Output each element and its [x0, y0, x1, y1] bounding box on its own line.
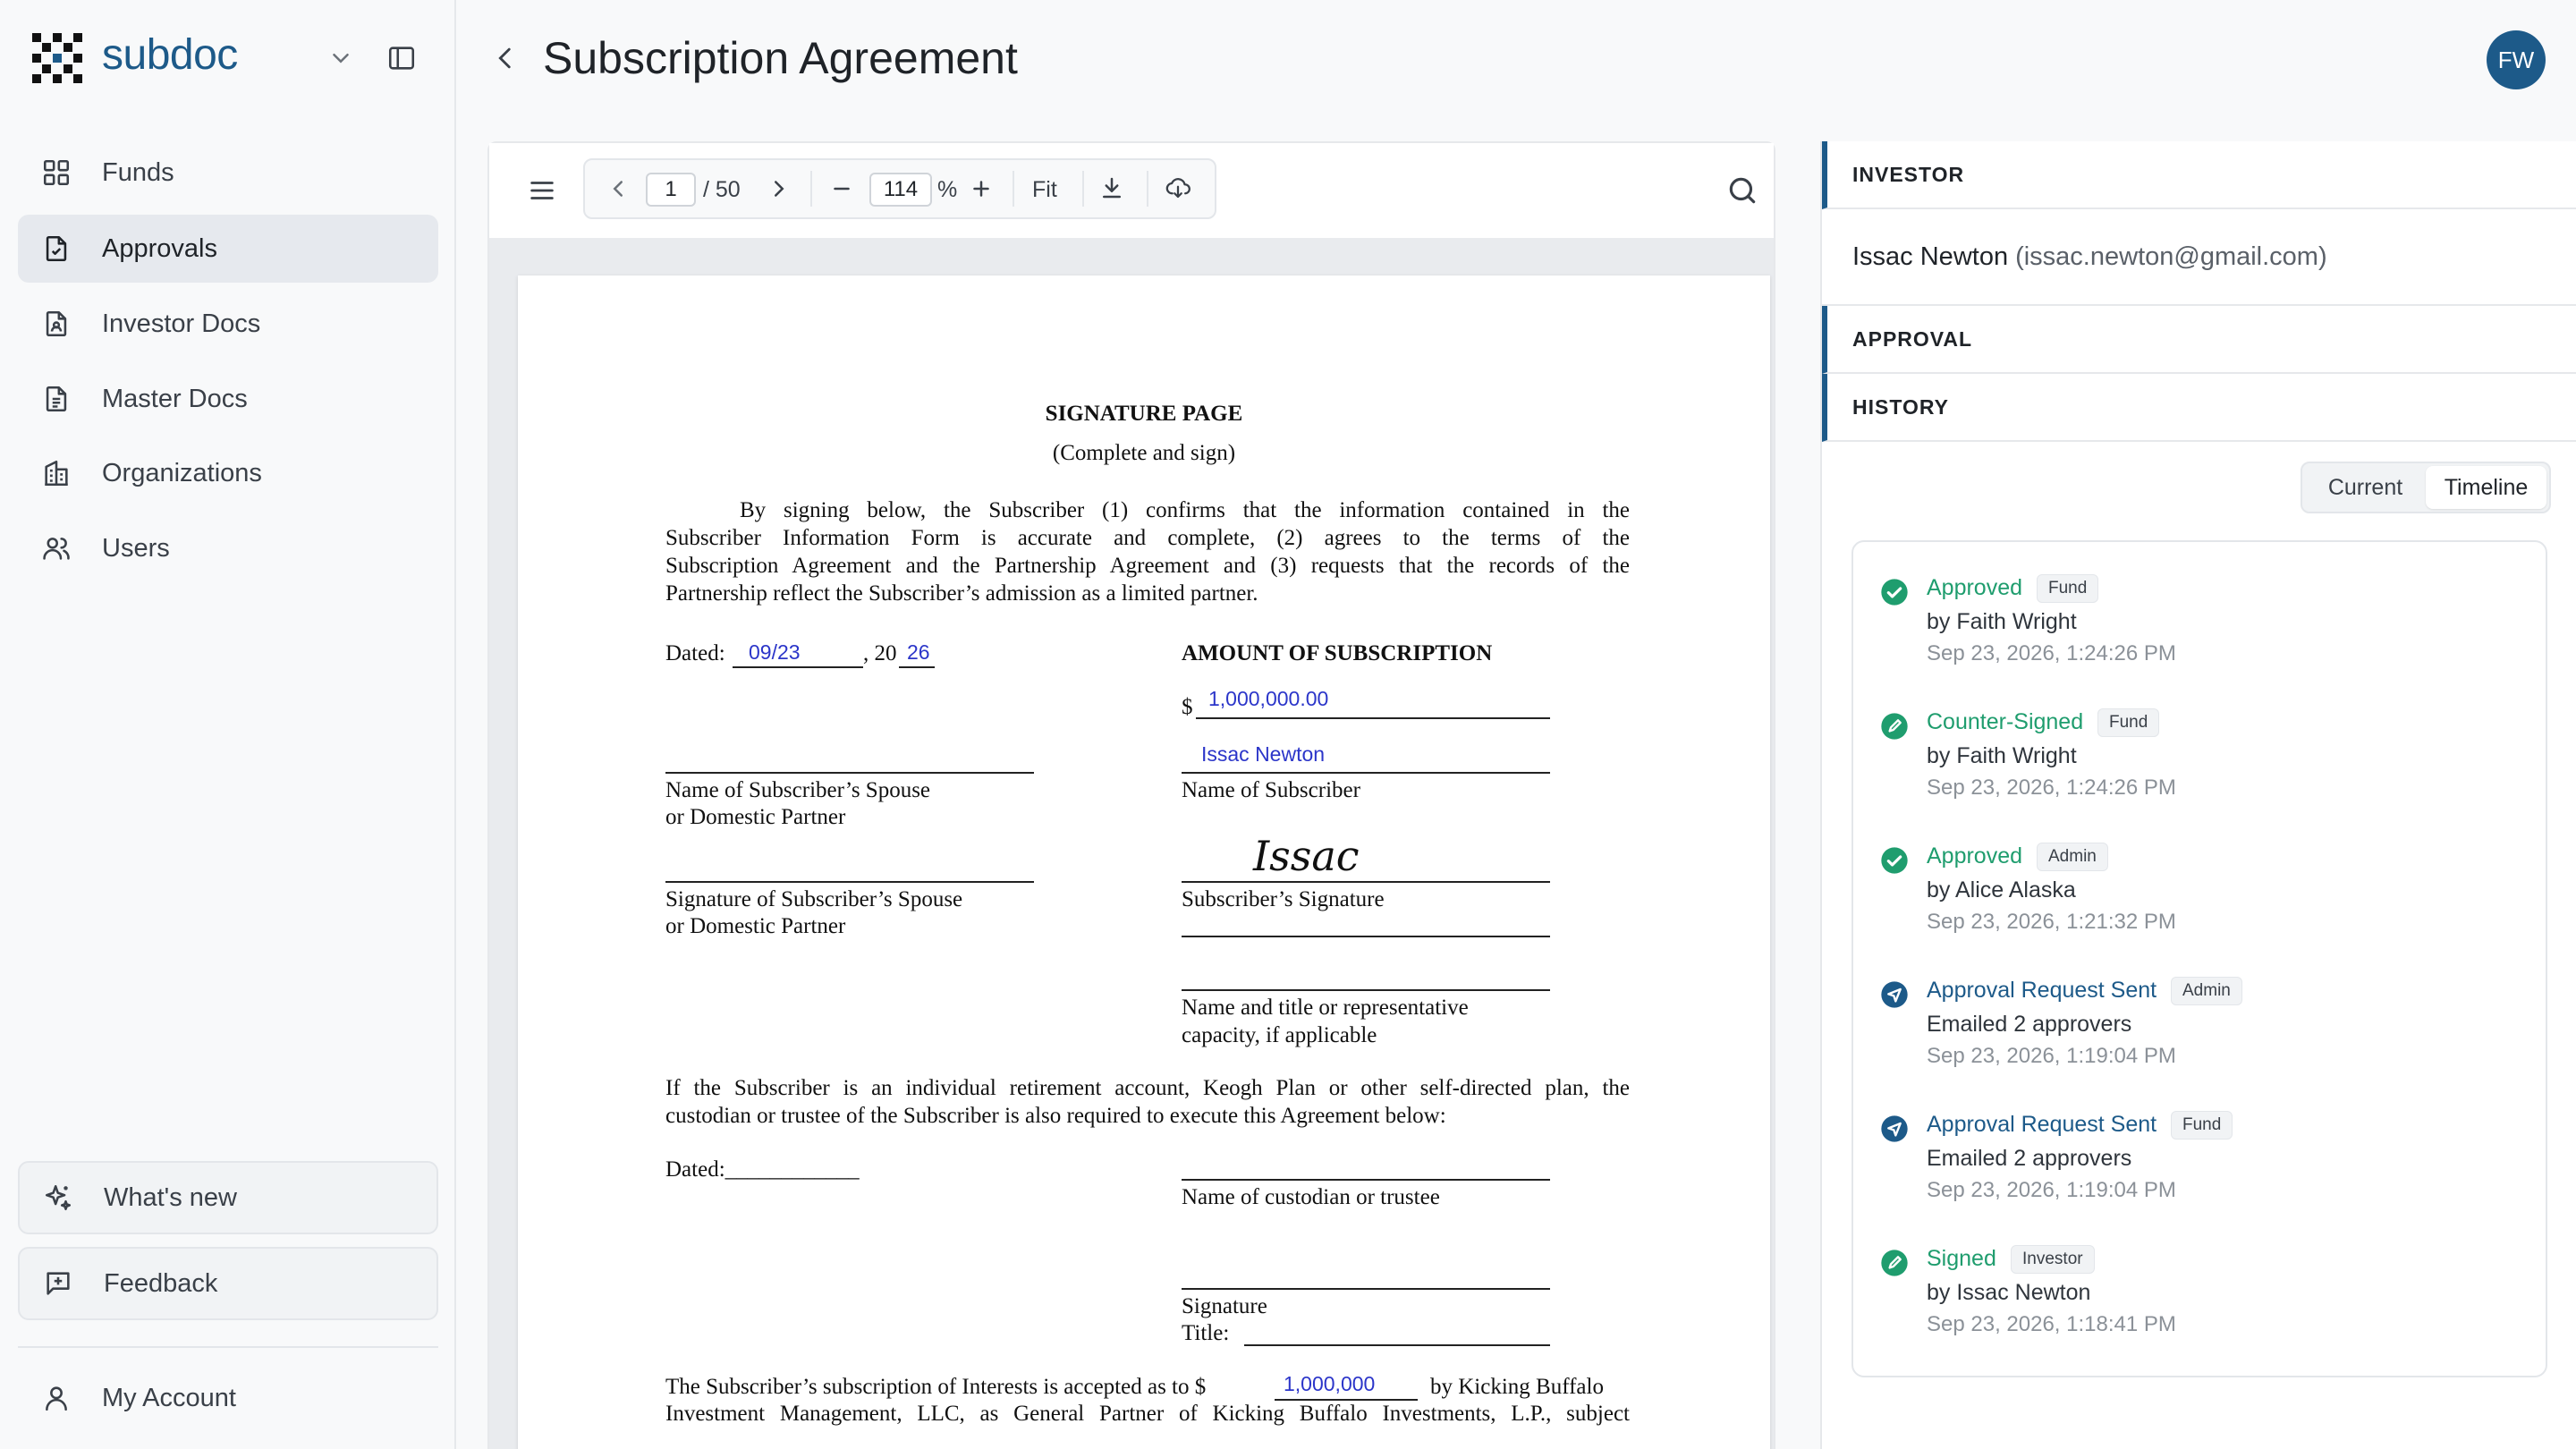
timeline-event-title: Approved: [1927, 843, 2023, 869]
doc-intro-line: Subscription Agreement and the Partnership Agreement and (3) requests that the records of the: [665, 554, 1630, 578]
tab-timeline[interactable]: Timeline: [2426, 466, 2546, 509]
menu-icon[interactable]: [527, 175, 557, 206]
timeline-event-date: Sep 23, 2026, 1:24:26 PM: [1927, 775, 2176, 800]
spouse-name-label: Name of Subscriber’s Spouse: [665, 778, 931, 802]
investor-info: [1822, 209, 2576, 306]
history-section-header[interactable]: HISTORY: [1822, 374, 2576, 442]
timeline-role-badge: Fund: [2171, 1111, 2233, 1140]
page-total: / 50: [703, 177, 741, 202]
sidebar-item-label: Master Docs: [102, 384, 248, 413]
timeline-event-title: Approved: [1927, 575, 2023, 600]
amount-value: 1,000,000.00: [1208, 687, 1329, 710]
file-check-icon: [41, 233, 72, 264]
amount-line: [1196, 717, 1550, 719]
user-icon: [41, 1383, 72, 1413]
document-viewer: [487, 141, 1775, 1449]
my-account-label: My Account: [102, 1383, 236, 1412]
zoom-unit: %: [937, 177, 958, 202]
timeline-card: [1852, 540, 2547, 1377]
viewer-toolbar: [489, 143, 1774, 238]
timeline-role-badge: Admin: [2171, 977, 2242, 1005]
prev-page-icon[interactable]: [605, 175, 631, 202]
timeline-item: [1880, 1243, 2524, 1377]
timeline-role-badge: Investor: [2011, 1245, 2095, 1274]
feedback-label: Feedback: [104, 1268, 218, 1298]
timeline-item: [1880, 841, 2524, 975]
custodian-label: Name of custodian or trustee: [1182, 1185, 1440, 1209]
file-text-icon: [41, 384, 72, 414]
sidebar-item-funds[interactable]: [18, 139, 438, 207]
send-icon: [1880, 1114, 1909, 1143]
timeline-event-date: Sep 23, 2026, 1:18:41 PM: [1927, 1312, 2176, 1336]
tab-current[interactable]: Current: [2327, 474, 2403, 500]
subscriber-name-line: [1182, 772, 1550, 774]
doc-intro-line: By signing below, the Subscriber (1) confirms that the information contained in the: [740, 498, 1630, 522]
grid-icon: [41, 157, 72, 188]
accept-line: Investment Management, LLC, as General Partner of Kicking Buffalo Investments, L.P., subject: [665, 1402, 1630, 1426]
accept-prefix: The Subscriber’s subscription of Interests is accepted as to $: [665, 1375, 1207, 1399]
accept-amount: 1,000,000: [1284, 1372, 1376, 1395]
timeline-event-date: Sep 23, 2026, 1:19:04 PM: [1927, 1178, 2176, 1202]
my-account-button[interactable]: [18, 1364, 438, 1432]
subdoc-logo-icon: [32, 33, 82, 83]
back-chevron-icon[interactable]: [490, 43, 521, 73]
sidebar-toggle-icon[interactable]: [386, 43, 417, 73]
building-icon: [41, 458, 72, 488]
sidebar-item-label: Funds: [102, 157, 174, 187]
sidebar-item-label: Users: [102, 533, 170, 563]
signature-line: [1182, 936, 1550, 937]
doc-intro-line: Partnership reflect the Subscriber’s admission as a limited partner.: [665, 581, 1258, 606]
details-panel: [1820, 141, 2576, 1449]
custodian-signature-line: [1182, 1288, 1550, 1290]
chevron-down-icon[interactable]: [327, 45, 354, 72]
sidebar-item-label: Approvals: [102, 233, 217, 263]
representative-label: capacity, if applicable: [1182, 1023, 1377, 1047]
timeline-event-detail: by Alice Alaska: [1927, 877, 2076, 902]
whats-new-button[interactable]: [18, 1161, 438, 1234]
timeline-event-detail: Emailed 2 approvers: [1927, 1012, 2132, 1037]
toolbar-divider: [1013, 171, 1014, 207]
title-label: Title:: [1182, 1321, 1230, 1345]
investor-email: (issac.newton@gmail.com): [2015, 242, 2327, 271]
sidebar-divider: [18, 1346, 438, 1348]
spouse-signature-label: or Domestic Partner: [665, 914, 846, 938]
toolbar-divider: [1147, 171, 1148, 207]
ira-line: custodian or trustee of the Subscriber is also required to execute this Agreement below:: [665, 1104, 1446, 1128]
representative-line: [1182, 989, 1550, 991]
subscriber-name-label: Name of Subscriber: [1182, 778, 1360, 802]
doc-intro-line: Subscriber Information Form is accurate and complete, (2) agrees to the terms of the: [665, 526, 1630, 550]
representative-label: Name and title or representative: [1182, 996, 1469, 1020]
signed-icon: [1880, 712, 1909, 741]
timeline-item: [1880, 707, 2524, 841]
timeline-event-title: Approval Request Sent: [1927, 978, 2157, 1003]
document-page: [518, 275, 1770, 1449]
page-number-input[interactable]: [646, 173, 696, 207]
sidebar-item-label: Organizations: [102, 458, 262, 487]
history-view-toggle: [2301, 462, 2551, 513]
check-circle-icon: [1880, 846, 1909, 875]
accept-suffix: by Kicking Buffalo: [1430, 1375, 1604, 1399]
sidebar: [0, 0, 456, 1449]
file-user-icon: [41, 309, 72, 339]
doc-heading: SIGNATURE PAGE: [1045, 402, 1243, 426]
ira-line: If the Subscriber is an individual retirement account, Keogh Plan or other self-directed plan, the: [665, 1076, 1630, 1100]
document-canvas[interactable]: [489, 238, 1774, 1449]
title-line: [1244, 1344, 1550, 1346]
investor-name: Issac Newton: [1852, 242, 2009, 271]
timeline-event-detail: by Issac Newton: [1927, 1280, 2091, 1305]
sidebar-item-organizations[interactable]: [18, 439, 438, 507]
zoom-in-icon[interactable]: [968, 175, 995, 202]
check-circle-icon: [1880, 578, 1909, 606]
download-icon[interactable]: [1098, 174, 1125, 201]
signature-label: Signature: [1182, 1294, 1267, 1318]
subscriber-name-value: Issac Newton: [1201, 742, 1326, 766]
dated-value: 09/23: [749, 640, 801, 664]
subscriber-signature-line: [1182, 881, 1550, 883]
timeline-role-badge: Fund: [2037, 574, 2098, 603]
cloud-download-icon[interactable]: [1165, 174, 1191, 201]
timeline-event-title: Counter-Signed: [1927, 709, 2084, 734]
page-title: Subscription Agreement: [543, 33, 1018, 83]
dollar-sign: $: [1182, 695, 1193, 719]
toolbar-divider: [810, 171, 812, 207]
sidebar-item-investor-docs[interactable]: [18, 290, 438, 358]
amount-heading: AMOUNT OF SUBSCRIPTION: [1182, 641, 1493, 665]
timeline-role-badge: Admin: [2037, 843, 2108, 871]
zoom-out-icon[interactable]: [828, 175, 855, 202]
whats-new-label: What's new: [104, 1182, 237, 1212]
timeline-event-title: Approval Request Sent: [1927, 1112, 2157, 1137]
timeline-role-badge: Fund: [2097, 708, 2159, 737]
spouse-signature-label: Signature of Subscriber’s Spouse: [665, 887, 963, 911]
toolbar-divider: [1082, 171, 1084, 207]
spouse-name-line: [665, 772, 1034, 774]
sidebar-item-label: Investor Docs: [102, 309, 261, 338]
next-page-icon[interactable]: [766, 175, 792, 202]
sidebar-item-approvals[interactable]: [18, 215, 438, 283]
investor-section-header[interactable]: INVESTOR: [1822, 141, 2576, 209]
sidebar-item-master-docs[interactable]: [18, 365, 438, 433]
year-value: 26: [907, 640, 930, 664]
approval-section-header[interactable]: APPROVAL: [1822, 306, 2576, 374]
signed-icon: [1880, 1249, 1909, 1277]
send-icon: [1880, 980, 1909, 1009]
timeline-event-title: Signed: [1927, 1246, 1996, 1271]
timeline-item: [1880, 975, 2524, 1109]
timeline-event-date: Sep 23, 2026, 1:21:32 PM: [1927, 910, 2176, 934]
feedback-button[interactable]: [18, 1247, 438, 1320]
timeline-event-detail: Emailed 2 approvers: [1927, 1146, 2132, 1171]
custodian-line: [1182, 1179, 1550, 1181]
dated-label: Dated:: [665, 641, 725, 665]
viewer-controls: [583, 158, 1216, 219]
dated2-label: Dated:____________: [665, 1157, 860, 1182]
avatar[interactable]: FW: [2487, 30, 2546, 89]
timeline-event-date: Sep 23, 2026, 1:19:04 PM: [1927, 1044, 2176, 1068]
year-prefix: , 20: [863, 641, 897, 665]
zoom-input[interactable]: [869, 173, 932, 207]
timeline-item: [1880, 572, 2524, 707]
dated-line: [733, 666, 863, 668]
sidebar-item-users[interactable]: [18, 514, 438, 582]
timeline-event-detail: by Faith Wright: [1927, 609, 2077, 634]
spouse-name-label: or Domestic Partner: [665, 805, 846, 829]
doc-subheading: (Complete and sign): [1052, 441, 1236, 465]
sparkles-icon: [43, 1182, 73, 1213]
timeline-item: [1880, 1109, 2524, 1243]
feedback-icon: [43, 1268, 73, 1299]
year-line: [899, 666, 935, 668]
subscriber-signature: Issac: [1253, 832, 1360, 880]
fit-button[interactable]: Fit: [1032, 177, 1057, 202]
search-icon[interactable]: [1725, 174, 1759, 208]
users-icon: [41, 533, 72, 564]
timeline-event-date: Sep 23, 2026, 1:24:26 PM: [1927, 641, 2176, 665]
subscriber-signature-label: Subscriber’s Signature: [1182, 887, 1385, 911]
brand-name: subdoc: [102, 31, 238, 79]
timeline-event-detail: by Faith Wright: [1927, 743, 2077, 768]
spouse-signature-line: [665, 881, 1034, 883]
